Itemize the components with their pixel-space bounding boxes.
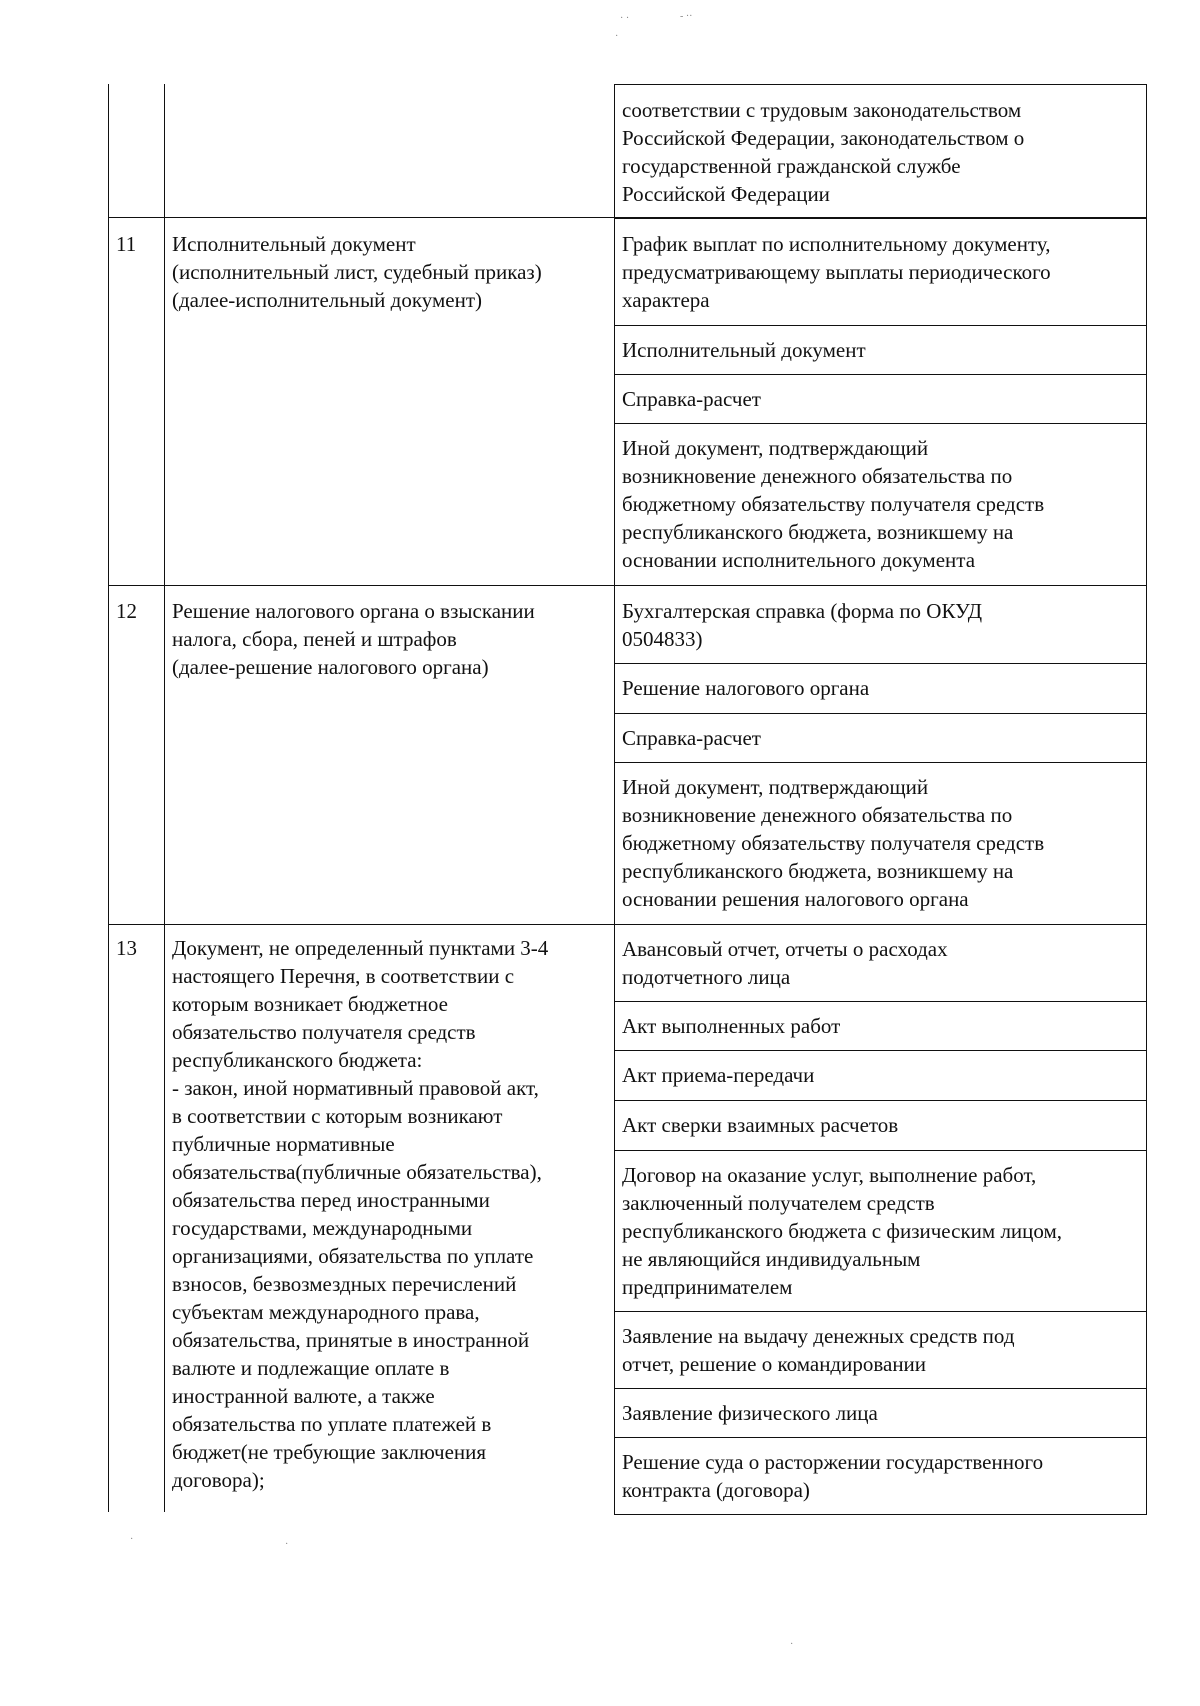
supporting-document: Акт приема-передачи: [622, 1063, 815, 1087]
scan-speck: ·: [130, 1534, 134, 1545]
row-document-type: Исполнительный документ (исполнительный лист, судебный приказ) (далее-исполнительный документ): [172, 232, 542, 312]
row-separator: [108, 585, 614, 586]
supporting-document: Справка-расчет: [622, 726, 761, 750]
scan-speck: ·: [285, 1539, 289, 1550]
row-number: 13: [116, 936, 137, 960]
row-document-type: Решение налогового органа о взыскании налога, сбора, пеней и штрафов (далее-решение налогового органа): [172, 599, 535, 679]
scan-speck: ·: [790, 1639, 794, 1650]
supporting-document: Договор на оказание услуг, выполнение работ, заключенный получателем средств республиканского бюджета с физическим лицом, не являющийся индивидуальным предпринимателем: [622, 1163, 1063, 1299]
supporting-document: Заявление физического лица: [622, 1401, 878, 1425]
supporting-document: Исполнительный документ: [622, 338, 866, 362]
row-number: 11: [116, 232, 137, 256]
table-border-left: [108, 84, 109, 1512]
row-number: 12: [116, 599, 137, 623]
scan-speck: · ·: [620, 13, 630, 24]
row-document-type: Документ, не определенный пунктами 3-4 настоящего Перечня, в соответствии с которым возникает бюджетное обязательство получателя средств республиканского бюджета: - закон, иной нормативный правовой акт, в соответствии с которым возникают публичные нормативные обязательства(публичные обязательства), обязательства перед иностранными государствами, международными организациями, обязательства по уплате взносов, безвозмездных перечислений субъектам международного права, обязательства, принятые в иностранной валюте и подлежащие оплате в иностранной валюте, а также обязательства по уплате платежей в бюджет(не требующие заключения договора);: [172, 936, 549, 1492]
supporting-document: Акт сверки взаимных расчетов: [622, 1113, 899, 1137]
supporting-document: Решение суда о расторжении государственного контракта (договора): [622, 1450, 1044, 1502]
supporting-document: График выплат по исполнительному документу, предусматривающему выплаты периодического характера: [622, 232, 1051, 312]
supporting-document: Акт выполненных работ: [622, 1014, 841, 1038]
supporting-document: Иной документ, подтверждающий возникновение денежного обязательства по бюджетному обязательству получателя средств республиканского бюджета, возникшему на основании решения налогового органа: [622, 775, 1045, 911]
supporting-document: Иной документ, подтверждающий возникновение денежного обязательства по бюджетному обязательству получателя средств республиканского бюджета, возникшему на основании исполнительного документа: [622, 436, 1045, 572]
supporting-document: Решение налогового органа: [622, 676, 870, 700]
supporting-document: Авансовый отчет, отчеты о расходах подотчетного лица: [622, 937, 948, 989]
continuation-text: соответствии с трудовым законодательством Российской Федерации, законодательством о государственной гражданской службе Российской Федерации: [622, 98, 1025, 206]
scan-speck: - ··: [680, 11, 693, 22]
supporting-document: Справка-расчет: [622, 387, 761, 411]
supporting-document: Заявление на выдачу денежных средств под отчет, решение о командировании: [622, 1324, 1015, 1376]
scan-speck: ·: [615, 31, 619, 42]
row-separator: [108, 924, 614, 925]
table-border-number-column: [164, 84, 165, 1512]
row-separator: [108, 217, 614, 218]
supporting-document: Бухгалтерская справка (форма по ОКУД 0504833): [622, 599, 983, 651]
